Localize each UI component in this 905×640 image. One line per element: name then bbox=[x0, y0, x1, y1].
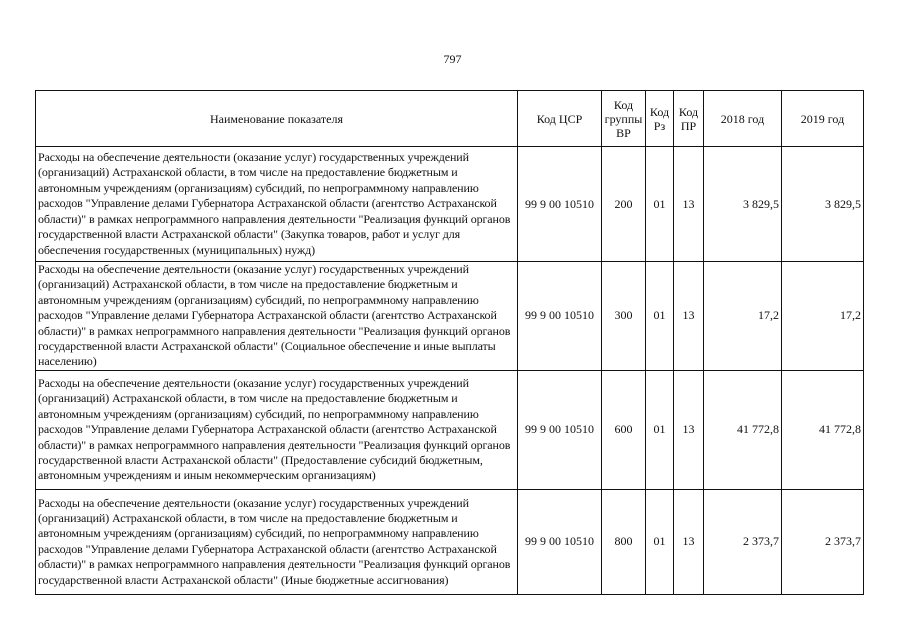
row-csr: 99 9 00 10510 bbox=[518, 489, 602, 594]
header-name: Наименование показателя bbox=[36, 91, 518, 147]
row-pr: 13 bbox=[674, 489, 704, 594]
row-pr: 13 bbox=[674, 262, 704, 371]
row-name: Расходы на обеспечение деятельности (оказание услуг) государственных учреждений (организаций) Астраханской области, в том числе на предоставление бюджетным и автономным учреждениям (организациям) субсидий, по непрограммному направлению расходов "Управление делами Губернатора Астраханской области (агентство Астраханской области)" в рамках непрограммного направления деятельности "Реализация функций органов государственной власти Астраханской области" (Закупка товаров, работ и услуг для обеспечения государственных (муниципальных) нужд) bbox=[36, 147, 518, 262]
header-rz: Код Рз bbox=[646, 91, 674, 147]
row-rz: 01 bbox=[646, 370, 674, 489]
budget-table bbox=[35, 90, 864, 595]
row-name: Расходы на обеспечение деятельности (оказание услуг) государственных учреждений (организаций) Астраханской области, в том числе на предоставление бюджетным и автономным учреждениям (организациям) субсидий, по непрограммному направлению расходов "Управление делами Губернатора Астраханской области (агентство Астраханской области)" в рамках непрограммного направления деятельности "Реализация функций органов государственной власти Астраханской области" (Иные бюджетные ассигнования) bbox=[36, 489, 518, 594]
row-2019: 2 373,7 bbox=[782, 489, 864, 594]
table-row bbox=[36, 489, 864, 594]
row-name: Расходы на обеспечение деятельности (оказание услуг) государственных учреждений (организаций) Астраханской области, в том числе на предоставление бюджетным и автономным учреждениям (организациям) субсидий, по непрограммному направлению расходов "Управление делами Губернатора Астраханской области (агентство Астраханской области)" в рамках непрограммного направления деятельности "Реализация функций органов государственной власти Астраханской области" (Социальное обеспечение и иные выплаты населению) bbox=[36, 262, 518, 371]
row-csr: 99 9 00 10510 bbox=[518, 370, 602, 489]
row-csr: 99 9 00 10510 bbox=[518, 262, 602, 371]
row-2018: 3 829,5 bbox=[704, 147, 782, 262]
row-2019: 3 829,5 bbox=[782, 147, 864, 262]
row-csr: 99 9 00 10510 bbox=[518, 147, 602, 262]
row-pr: 13 bbox=[674, 147, 704, 262]
row-rz: 01 bbox=[646, 489, 674, 594]
row-rz: 01 bbox=[646, 262, 674, 371]
row-vr: 300 bbox=[602, 262, 646, 371]
row-2018: 2 373,7 bbox=[704, 489, 782, 594]
table-row bbox=[36, 262, 864, 371]
header-2018: 2018 год bbox=[704, 91, 782, 147]
page-number: 797 bbox=[443, 52, 462, 66]
row-2018: 41 772,8 bbox=[704, 370, 782, 489]
row-2019: 17,2 bbox=[782, 262, 864, 371]
row-pr: 13 bbox=[674, 370, 704, 489]
header-2019: 2019 год bbox=[782, 91, 864, 147]
row-2019: 41 772,8 bbox=[782, 370, 864, 489]
table-row bbox=[36, 370, 864, 489]
table-header-row bbox=[36, 91, 864, 147]
table-row bbox=[36, 147, 864, 262]
row-vr: 800 bbox=[602, 489, 646, 594]
row-name: Расходы на обеспечение деятельности (оказание услуг) государственных учреждений (организаций) Астраханской области, в том числе на предоставление бюджетным и автономным учреждениям (организациям) субсидий, по непрограммному направлению расходов "Управление делами Губернатора Астраханской области (агентство Астраханской области)" в рамках непрограммного направления деятельности "Реализация функций органов государственной власти Астраханской области" (Предоставление субсидий бюджетным, автономным учреждениям и иным некоммерческим организациям) bbox=[36, 370, 518, 489]
header-vr: Код группы ВР bbox=[602, 91, 646, 147]
row-vr: 600 bbox=[602, 370, 646, 489]
header-csr: Код ЦСР bbox=[518, 91, 602, 147]
row-vr: 200 bbox=[602, 147, 646, 262]
row-2018: 17,2 bbox=[704, 262, 782, 371]
row-rz: 01 bbox=[646, 147, 674, 262]
header-pr: Код ПР bbox=[674, 91, 704, 147]
